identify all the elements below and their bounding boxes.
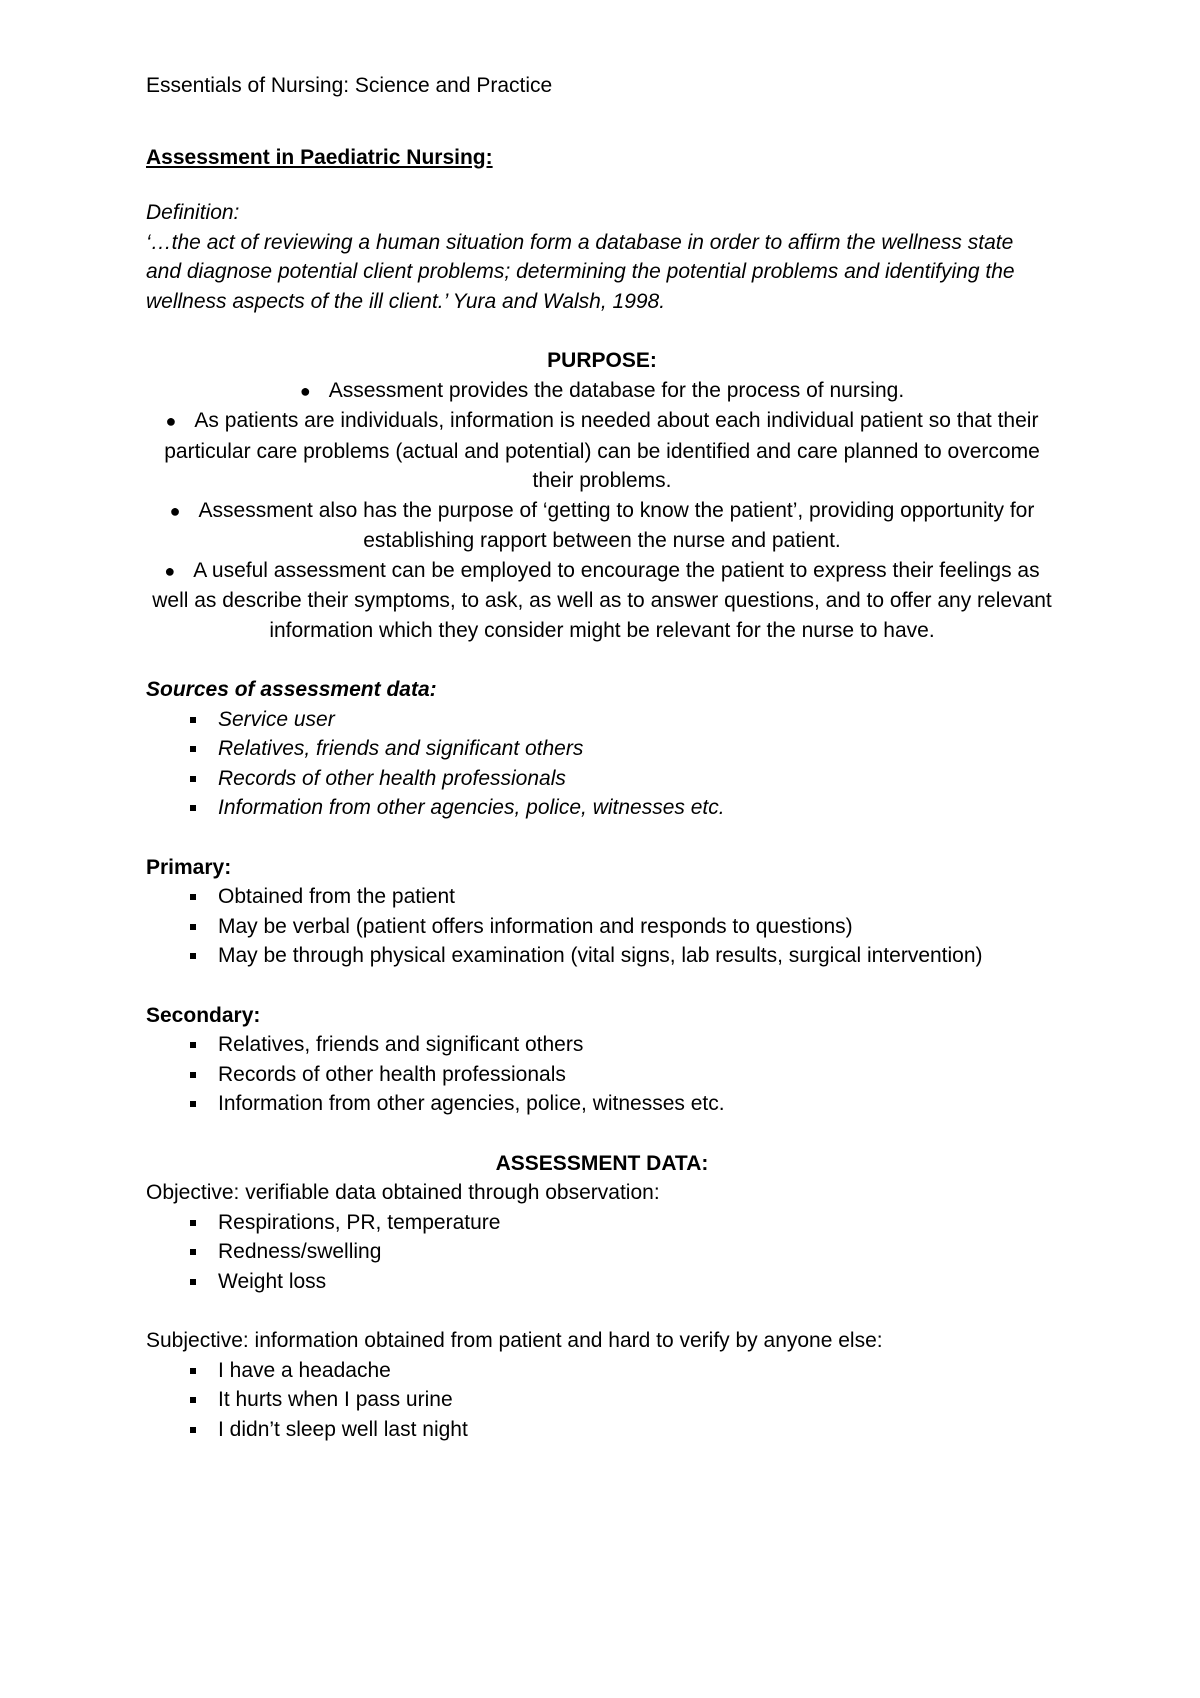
list-item — [186, 734, 1058, 764]
list-item — [186, 1060, 1058, 1090]
list-item — [186, 882, 1058, 912]
list-item — [186, 912, 1058, 942]
list-item — [186, 1208, 1058, 1238]
square-bullet-icon — [190, 1279, 196, 1285]
objective-intro: Objective: verifiable data obtained through observation: — [146, 1181, 660, 1204]
square-bullet-icon — [190, 746, 196, 752]
objective-list — [146, 1208, 1058, 1297]
list-item — [186, 705, 1058, 735]
bullet-icon: ● — [164, 560, 176, 581]
subjective-intro: Subjective: information obtained from patient and hard to verify by anyone else: — [146, 1329, 883, 1352]
sources-list — [146, 705, 1058, 823]
purpose-item — [146, 376, 1058, 407]
list-item-text: Relatives, friends and significant others — [218, 737, 584, 760]
subjective-list — [146, 1356, 1058, 1445]
purpose-item-text: As patients are individuals, information is needed about each individual patient so that their particular care problems (actual and potential) can be identified and care planned to overcome their problems. — [164, 409, 1040, 492]
list-item — [186, 941, 1058, 971]
list-item-text: Records of other health professionals — [218, 766, 566, 790]
definition-label: Definition: — [146, 201, 240, 224]
purpose-item — [146, 556, 1058, 646]
list-item — [186, 1415, 1058, 1445]
square-bullet-icon — [190, 805, 196, 811]
square-bullet-icon — [190, 1249, 196, 1255]
list-item-text: Service user — [218, 707, 335, 731]
list-item — [186, 793, 1058, 823]
list-item-text: May be verbal (patient offers information and responds to questions) — [218, 914, 853, 938]
secondary-heading: Secondary: — [146, 1003, 261, 1027]
square-bullet-icon — [190, 1101, 196, 1107]
list-item — [186, 764, 1058, 794]
square-bullet-icon — [190, 776, 196, 782]
purpose-item — [146, 406, 1058, 496]
purpose-item — [146, 496, 1058, 556]
primary-list — [146, 882, 1058, 971]
list-item-text: Obtained from the patient — [218, 885, 455, 908]
square-bullet-icon — [190, 1072, 196, 1078]
list-item — [186, 1089, 1058, 1119]
list-item-text: Information from other agencies, police, witnesses etc. — [218, 1092, 725, 1115]
list-item-text: I have a headache — [218, 1358, 391, 1382]
square-bullet-icon — [190, 924, 196, 930]
purpose-item-text: Assessment provides the database for the process of nursing. — [328, 378, 905, 402]
square-bullet-icon — [190, 1220, 196, 1226]
square-bullet-icon — [190, 953, 196, 959]
square-bullet-icon — [190, 1427, 196, 1433]
list-item — [186, 1356, 1058, 1386]
bullet-icon: ● — [169, 500, 181, 521]
bullet-icon: ● — [299, 380, 311, 401]
secondary-list — [146, 1030, 1058, 1119]
sources-heading: Sources of assessment data: — [146, 678, 437, 701]
list-item-text: Relatives, friends and significant others — [218, 1033, 584, 1056]
document-header: Essentials of Nursing: Science and Practice — [146, 74, 553, 97]
square-bullet-icon — [190, 717, 196, 723]
list-item — [186, 1385, 1058, 1415]
definition-text: ‘…the act of reviewing a human situation form a database in order to affirm the wellness state and diagnose potential client problems; determining the potential problems and identifying the wellness aspects of the ill client.’ Yura and Walsh, 1998. — [146, 230, 1015, 313]
assessment-data-heading: ASSESSMENT DATA: — [495, 1151, 709, 1175]
list-item-text: It hurts when I pass urine — [218, 1388, 453, 1411]
square-bullet-icon — [190, 1397, 196, 1403]
list-item — [186, 1267, 1058, 1297]
square-bullet-icon — [190, 894, 196, 900]
bullet-icon: ● — [165, 411, 177, 431]
list-item-text: Redness/swelling — [218, 1240, 382, 1263]
purpose-item-text: Assessment also has the purpose of ‘getting to know the patient’, providing opportunity for establishing rapport between the nurse and patient. — [198, 498, 1035, 552]
square-bullet-icon — [190, 1042, 196, 1048]
list-item — [186, 1030, 1058, 1060]
purpose-heading: PURPOSE: — [547, 349, 657, 372]
list-item-text: Records of other health professionals — [218, 1062, 566, 1086]
list-item-text: Respirations, PR, temperature — [218, 1210, 501, 1234]
document-page — [146, 71, 1058, 1444]
list-item-text: I didn’t sleep well last night — [218, 1417, 468, 1441]
list-item-text: Information from other agencies, police, witnesses etc. — [218, 796, 725, 819]
list-item-text: May be through physical examination (vital signs, lab results, surgical intervention) — [218, 944, 983, 967]
purpose-item-text: A useful assessment can be employed to encourage the patient to express their feelings as well as describe their symptoms, to ask, as well as to answer questions, and to offer any relevant information which they consider might be relevant for the nurse to have. — [152, 558, 1052, 642]
primary-heading: Primary: — [146, 855, 232, 879]
page-title: Assessment in Paediatric Nursing: — [146, 145, 493, 169]
list-item-text: Weight loss — [218, 1269, 327, 1293]
square-bullet-icon — [190, 1368, 196, 1374]
list-item — [186, 1237, 1058, 1267]
